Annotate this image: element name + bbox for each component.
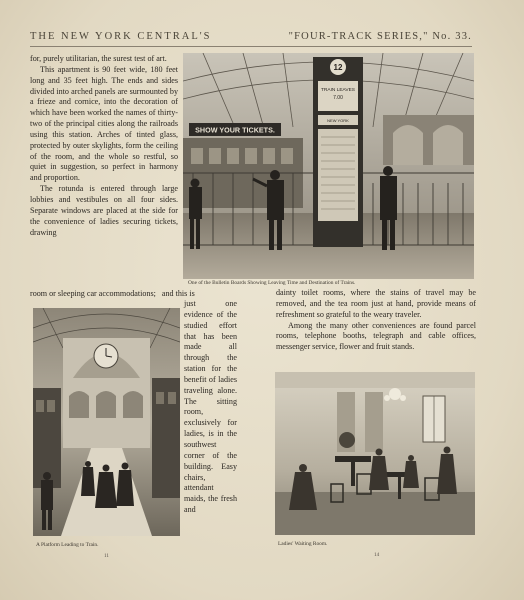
span-line-right: and this is	[161, 289, 195, 298]
span-line-left: room or sleeping car accommodations;	[30, 289, 156, 298]
photo-platform	[33, 308, 180, 536]
narrow-column-text: just one evidence of the studied effort that has been made all through the station for the benefit of ladies traveling alone. The sitting room, exclusively for ladies, is in the southwest corner of the building. Easy chairs, attendant maids, the fresh and	[184, 299, 237, 515]
left-column-text	[30, 54, 178, 238]
caption-bulletin-board: One of the Bulletin Boards Showing Leaving Time and Destination of Trains.	[188, 280, 356, 286]
running-head-left: THE NEW YORK CENTRAL'S	[30, 31, 212, 42]
board-time: 7.00	[333, 95, 343, 101]
header-rule	[30, 46, 472, 47]
bulletin-board-illustration	[183, 53, 474, 279]
waiting-room-illustration	[275, 372, 475, 535]
board-destination: NEW YORK	[327, 118, 349, 123]
board-number: 12	[333, 63, 343, 72]
platform-illustration	[33, 308, 180, 536]
board-title: TRAIN LEAVES	[320, 88, 356, 93]
photo-bulletin-board	[183, 53, 474, 279]
folio-right: 14	[374, 552, 380, 558]
caption-waiting-room: Ladies' Waiting Room.	[278, 541, 328, 547]
folio-left: 11	[104, 553, 109, 559]
paragraph-1: for, purely utilitarian, the surest test of art.	[30, 54, 167, 63]
show-tickets-sign: SHOW YOUR TICKETS.	[195, 125, 275, 135]
caption-platform: A Platform Leading to Train.	[36, 542, 99, 548]
running-head-right: "FOUR-TRACK SERIES," No. 33.	[288, 31, 472, 42]
running-head	[30, 31, 472, 42]
right-paragraph-1: dainty toilet rooms, where the stains of travel may be removed, and the tea room just at hand, provide means of refreshment so grateful to the weary traveler.	[276, 288, 476, 319]
right-paragraph-2: Among the many other conveniences are found parcel rooms, telephone booths, telegraph and cable offices, messenger service, flower and fruit stands.	[276, 320, 476, 352]
paragraph-2: This apartment is 90 feet wide, 180 feet long and 35 feet high. The ends and sides divided into arched panels are surmounted by a frieze and cornice, into the decoration of which have been worked the names of thirty-two of the principal cities along the railroads using this station. Arches of tinted glass, protected by outer skylights, form the ceiling of the room, and the whole so restful, so quiet in suggestion, so perfect in harmony and proportion.	[30, 64, 178, 183]
right-column-text	[276, 288, 476, 353]
paragraph-3: The rotunda is entered through large lobbies and vestibules on all four sides. Separate windows are placed at the side for the convenience of ladies securing tickets, drawing	[30, 184, 178, 237]
photo-waiting-room	[275, 372, 475, 535]
